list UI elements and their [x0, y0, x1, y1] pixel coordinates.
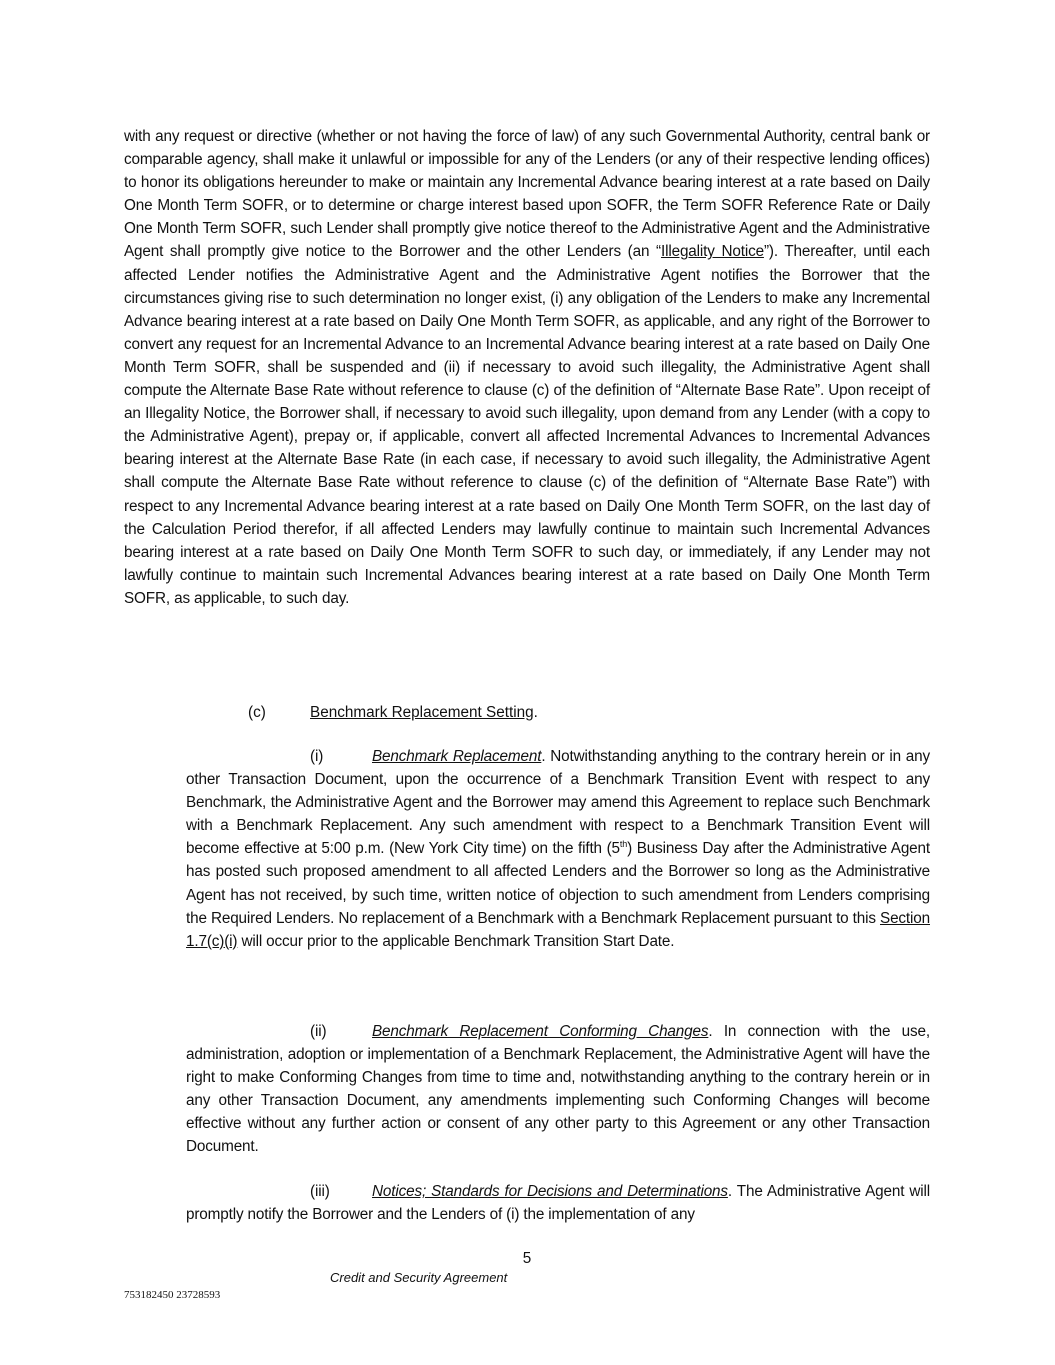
footer-document-title: Credit and Security Agreement: [330, 1270, 508, 1285]
section-c-title: Benchmark Replacement Setting: [310, 704, 534, 721]
section-c-period: .: [533, 704, 538, 721]
subsection-ii-text: . In connection with the use, administration, adoption or implementation of a Benchmark Replacement, the Administrative Agent will have the right to make Conforming Changes from time to time and, notwithstanding anything to the contrary herein or in any other Transaction Document, any amendments implementing such Conforming Changes will become effective without any further action or consent of any other party to this Agreement or any other Transaction Document.: [186, 1023, 930, 1156]
document-id: 753182450 23728593: [124, 1289, 221, 1301]
subsection-ii-paragraph: [186, 1020, 930, 1159]
subsection-i-text-c: will occur prior to the applicable Benchmark Transition Start Date.: [237, 932, 675, 950]
ordinal-superscript: th: [619, 839, 628, 850]
subsection-iii-text: . The Administrative Agent will promptly notify the Borrower and the Lenders of (i) the implementation of any: [186, 1183, 930, 1224]
section-reference: Section 1.7(c)(i): [186, 909, 930, 950]
subsection-i-title: Benchmark Replacement: [372, 748, 542, 765]
subsection-i-text-a: . Notwithstanding anything to the contrary herein or in any other Transaction Document, upon the occurrence of a Benchmark Transition Event with respect to any Benchmark, the Administrative Agent and the Borrower may amend this Agreement to replace such Benchmark with a Benchmark Replacement. Any such amendment with respect to a Benchmark Transition Event will become effective at 5:00 p.m. (New York City time) on the fifth (5: [186, 748, 930, 858]
section-c-heading: [248, 701, 538, 724]
subsection-iii-number: (iii): [310, 1183, 330, 1200]
section-c-number: (c): [248, 704, 266, 721]
subsection-ii-title: Benchmark Replacement Conforming Changes: [372, 1023, 709, 1040]
subsection-ii-number: (ii): [310, 1023, 327, 1040]
body-text-part2: ”). Thereafter, until each affected Lender notifies the Administrative Agent and the Administrative Agent notifies the Borrower that the circumstances giving rise to such determination no longer exist, (i) any obligation of the Lenders to make any Incremental Advance bearing interest at a rate based on Daily One Month Term SOFR, as applicable, and any right of the Borrower to convert any request for an Incremental Advance to an Incremental Advance bearing interest at a rate based on Daily One Month Term SOFR, shall be suspended and (ii) if necessary to avoid such illegality, the Administrative Agent shall compute the Alternate Base Rate without reference to clause (c) of the definition of “Alternate Base Rate”. Upon receipt of an Illegality Notice, the Borrower shall, if necessary to avoid such illegality, upon demand from any Lender (with a copy to the Administrative Agent), prepay or, if applicable, convert all affected Incremental Advances to Incremental Advances bearing interest at the Alternate Base Rate (in each case, if necessary to avoid such illegality, the Administrative Agent shall compute the Alternate Base Rate without reference to clause (c) of the definition of “Alternate Base Rate”) with respect to any Incremental Advance bearing interest at a rate based on Daily One Month Term SOFR, on the last day of the Calculation Period therefor, if all affected Lenders may lawfully continue to maintain such Incremental Advances bearing interest at a rate based on Daily One Month Term SOFR to such day, or immediately, if any Lender may not lawfully continue to maintain such Incremental Advances bearing interest at a rate based on Daily One Month Term SOFR, as applicable, to such day.: [124, 243, 930, 607]
subsection-i-number: (i): [310, 748, 324, 765]
subsection-iii-paragraph: [186, 1180, 930, 1226]
page-number: 5: [522, 1250, 532, 1267]
body-paragraph: [124, 125, 930, 610]
subsection-iii-title: Notices; Standards for Decisions and Determinations: [372, 1183, 728, 1200]
body-text-part1: with any request or directive (whether or not having the force of law) of any such Governmental Authority, central bank or comparable agency, shall make it unlawful or impossible for any of the Lenders (or any of their respective lending offices) to honor its obligations hereunder to make or maintain any Incremental Advance bearing interest at a rate based on Daily One Month Term SOFR, or to determine or charge interest based upon SOFR, the Term SOFR Reference Rate or Daily One Month Term SOFR, such Lender shall promptly give notice thereof to the Administrative Agent and the Administrative Agent shall promptly give notice to the Borrower and the other Lenders (an “: [124, 128, 930, 261]
subsection-i-text-b: ) Business Day after the Administrative Agent has posted such proposed amendment to all affected Lenders and the Borrower so long as the Administrative Agent has not received, by such time, written notice of objection to such amendment from Lenders comprising the Required Lenders. No replacement of a Benchmark with a Benchmark Replacement pursuant to this: [186, 840, 930, 927]
subsection-i-paragraph: [186, 745, 930, 953]
defined-term-illegality-notice: Illegality Notice: [661, 243, 764, 261]
